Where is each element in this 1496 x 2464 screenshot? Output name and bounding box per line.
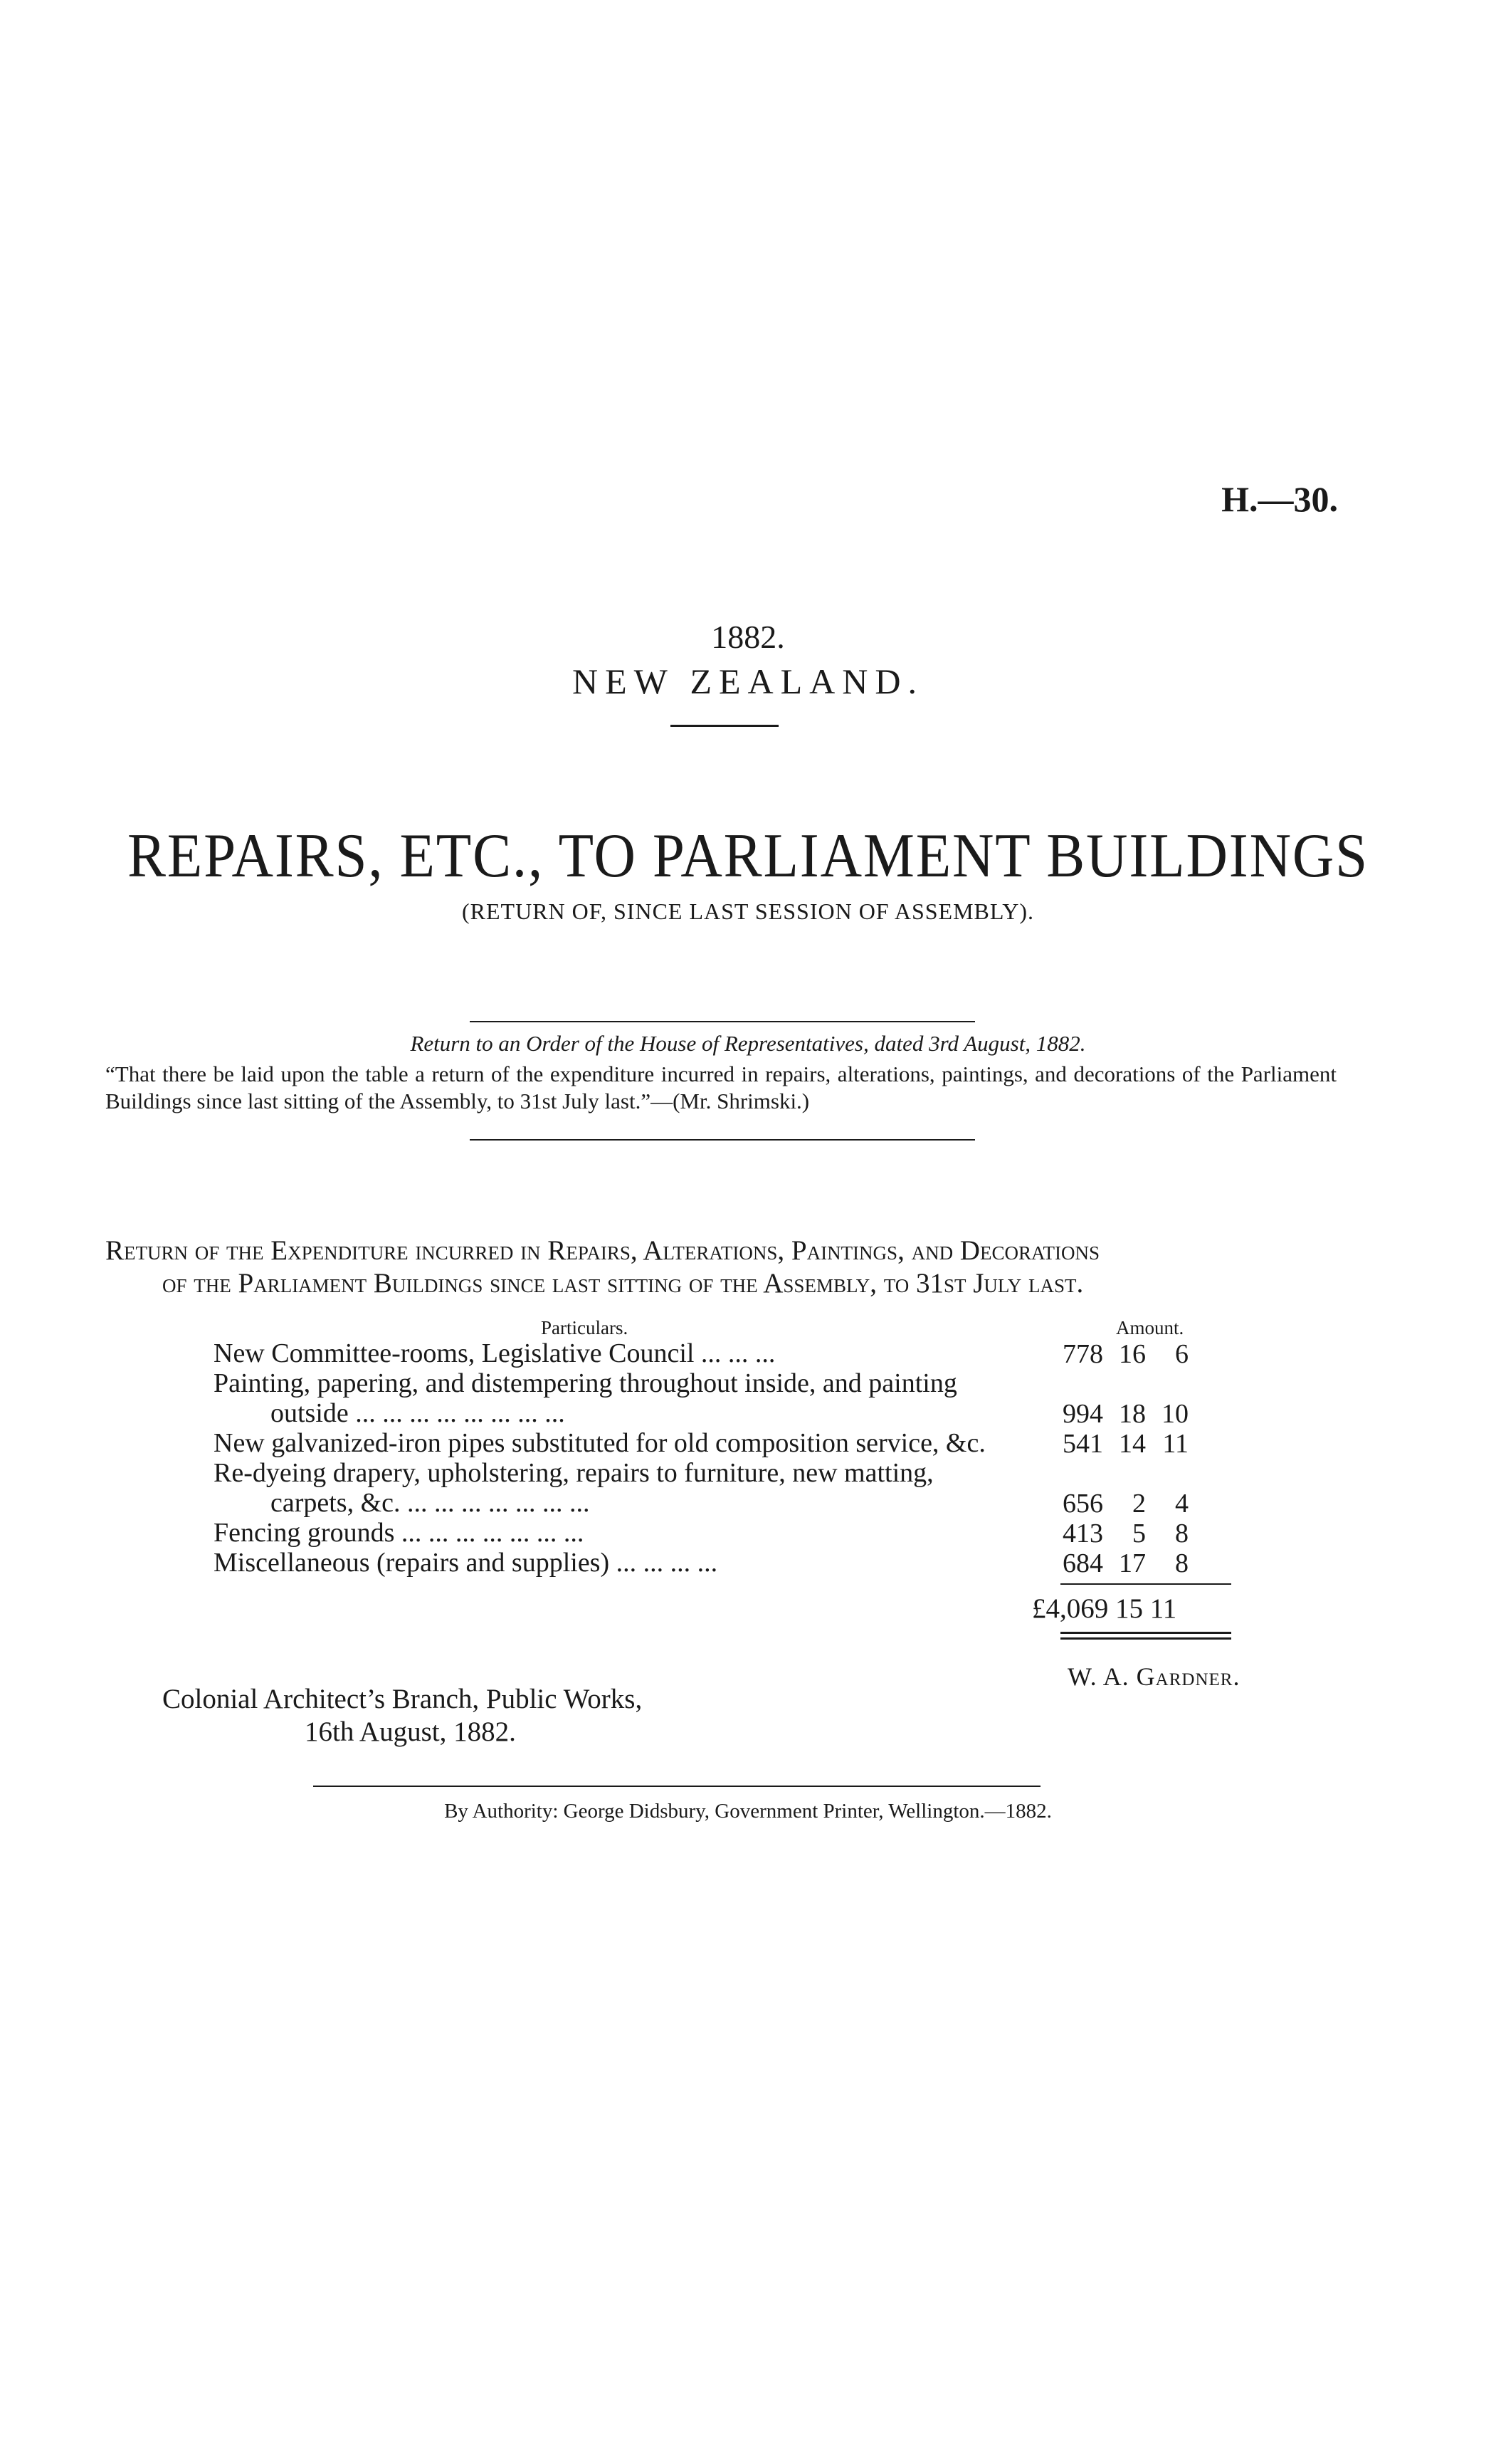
- amount-shillings: 16: [1119, 1339, 1146, 1369]
- item-label-continuation: outside ... ... ... ... ... ... ... ...: [270, 1398, 565, 1428]
- amount-shillings: 18: [1119, 1399, 1146, 1429]
- amount-pence: 8: [1175, 1519, 1189, 1548]
- total-double-rule: [1060, 1637, 1231, 1640]
- item-label-continuation: carpets, &c. ... ... ... ... ... ... ...: [270, 1488, 590, 1518]
- document-reference: H.—30.: [1221, 479, 1338, 519]
- column-header-particulars: Particulars.: [541, 1317, 628, 1338]
- amount-pence: 8: [1175, 1548, 1189, 1578]
- amount-pounds: 541: [1063, 1429, 1103, 1459]
- amount-shillings: 5: [1132, 1519, 1146, 1548]
- item-label: New galvanized-iron pipes substituted for old composition service, &c.: [214, 1428, 986, 1458]
- item-amount: [1032, 1428, 1231, 1459]
- divider: [470, 1139, 975, 1141]
- order-text: “That there be laid upon the table a return of the expenditure incurred in repairs, alterations, paintings, and decorations of the Parliament Buildings since last sitting of the Assembly, to 31st July last.”—(Mr. Shrimski.): [105, 1061, 1337, 1113]
- year: 1882.: [711, 619, 785, 655]
- amount-shillings: 17: [1119, 1548, 1146, 1578]
- amount-pence: 11: [1162, 1429, 1189, 1459]
- main-title: REPAIRS, ETC., TO PARLIAMENT BUILDINGS: [127, 822, 1369, 891]
- item-amount: [1032, 1338, 1231, 1370]
- item-label: Miscellaneous (repairs and supplies) ... ... ... ...: [214, 1548, 718, 1578]
- divider: [470, 1021, 975, 1022]
- printer-imprint: By Authority: George Didsbury, Government Printer, Wellington.—1882.: [444, 1800, 1052, 1823]
- subtotal-rule: [1060, 1583, 1231, 1585]
- amount-pounds: 413: [1063, 1519, 1103, 1548]
- divider: [670, 725, 779, 727]
- country: NEW ZEALAND.: [572, 661, 924, 701]
- office-address: [162, 1683, 642, 1749]
- amount-pounds: 656: [1063, 1489, 1103, 1519]
- amount-pence: 10: [1161, 1399, 1189, 1429]
- item-amount: [1032, 1548, 1231, 1579]
- amount-pence: 6: [1175, 1339, 1189, 1369]
- item-label: New Committee-rooms, Legislative Council ... ... ...: [214, 1338, 776, 1368]
- divider: [313, 1786, 1041, 1787]
- item-amount: [1032, 1488, 1231, 1519]
- item-amount: [1032, 1398, 1231, 1430]
- return-heading: [105, 1234, 1337, 1300]
- item-label: Re-dyeing drapery, upholstering, repairs to furniture, new matting,: [214, 1458, 934, 1488]
- total-amount: £4,069 15 11: [1032, 1593, 1177, 1624]
- signature: W. A. Gardner.: [1068, 1662, 1240, 1691]
- amount-shillings: 2: [1132, 1489, 1146, 1519]
- amount-shillings: 14: [1119, 1429, 1146, 1459]
- office-date: 16th August, 1882.: [305, 1716, 516, 1747]
- order-line: Return to an Order of the House of Representatives, dated 3rd August, 1882.: [410, 1031, 1086, 1056]
- amount-pounds: 778: [1063, 1339, 1103, 1369]
- subtitle: (RETURN OF, SINCE LAST SESSION OF ASSEMBLY).: [462, 898, 1034, 924]
- column-header-amount: Amount.: [1116, 1317, 1184, 1338]
- amount-pence: 4: [1175, 1489, 1189, 1519]
- amount-pounds: 994: [1063, 1399, 1103, 1429]
- total-double-rule: [1060, 1632, 1231, 1634]
- office-line1: Colonial Architect’s Branch, Public Works,: [162, 1684, 643, 1714]
- return-heading-line1: Return of the Expenditure incurred in Repairs, Alterations, Paintings, and Decorations: [105, 1235, 1100, 1266]
- item-amount: [1032, 1518, 1231, 1549]
- return-heading-line2: of the Parliament Buildings since last sitting of the Assembly, to 31st July last.: [162, 1268, 1084, 1299]
- amount-pounds: 684: [1063, 1548, 1103, 1578]
- item-label: Fencing grounds ... ... ... ... ... ... ...: [214, 1518, 584, 1548]
- item-label: Painting, papering, and distempering throughout inside, and painting: [214, 1368, 957, 1398]
